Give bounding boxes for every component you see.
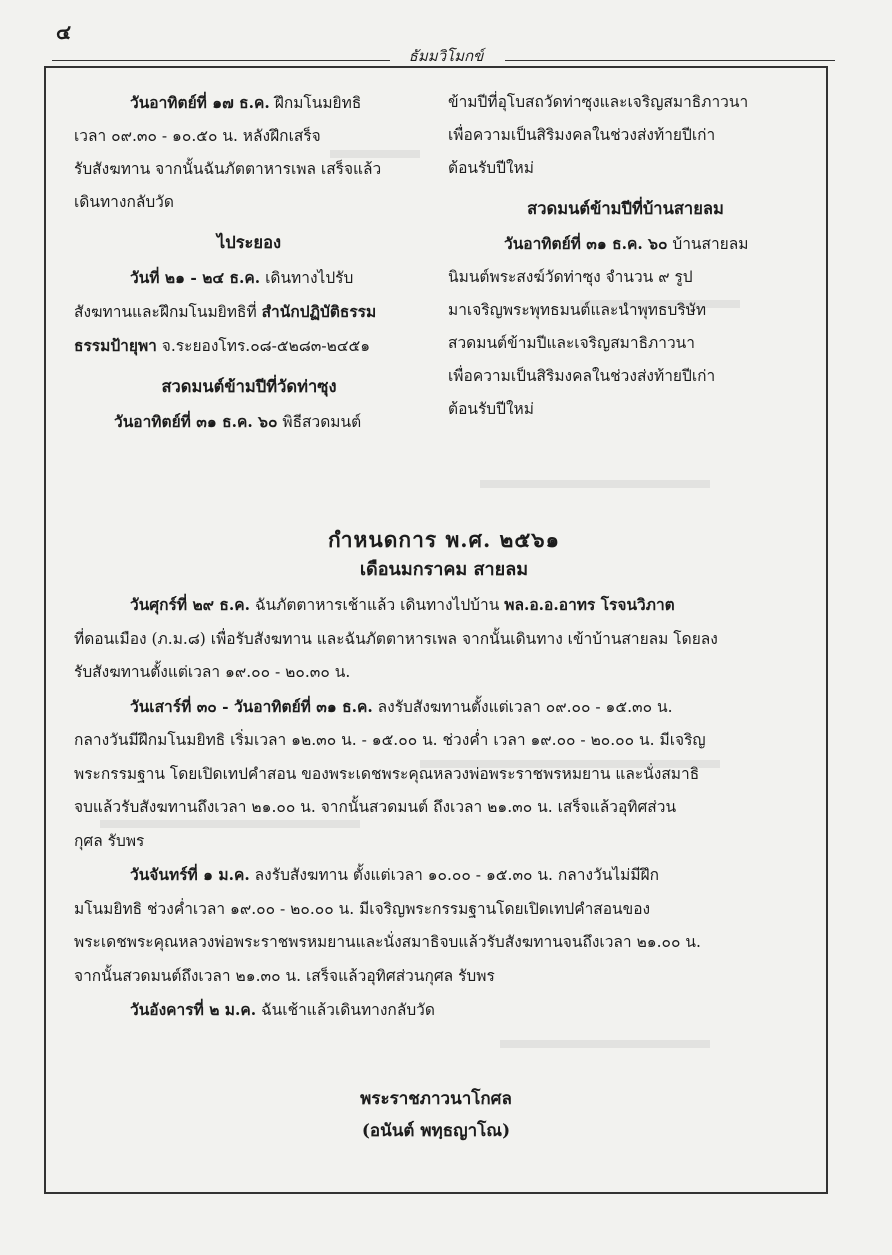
- signature-name: (อนันต์ พทฺธญาโณ): [361, 1121, 511, 1141]
- sunday17-line2: เวลา ๐๙.๓๐ - ๑๐.๕๐ น. หลังฝึกเสร็จ: [74, 127, 321, 145]
- tha-sung-line1: วันอาทิตย์ที่ ๓๑ ธ.ค. ๖๐ พิธีสวดมนต์: [114, 412, 362, 431]
- sailom-line1: วันอาทิตย์ที่ ๓๑ ธ.ค. ๖๐ บ้านสายลม: [504, 234, 749, 253]
- mon1-line1: วันจันทร์ที่ ๑ ม.ค. ลงรับสังฆทาน ตั้งแต่เวลา ๑๐.๐๐ - ๑๕.๓๐ น. กลางวันไม่มีฝึก: [130, 865, 660, 884]
- sailom-line3: มาเจริญพระพุทธมนต์และนำพุทธบริษัท: [448, 301, 707, 319]
- fri29-line1: วันศุกร์ที่ ๒๙ ธ.ค. ฉันภัตตาหารเช้าแล้ว เดินทางไปบ้าน พล.อ.อ.อาทร โรจนวิภาต: [130, 595, 675, 614]
- signature-title: พระราชภาวนาโกศล: [360, 1089, 512, 1109]
- schedule-section: [74, 524, 814, 1028]
- sailom-line4: สวดมนต์ข้ามปีและเจริญสมาธิภาวนา: [448, 334, 695, 352]
- right-cont-line3: ต้อนรับปีใหม่: [448, 159, 534, 177]
- mon1-line3: พระเดชพระคุณหลวงพ่อพระราชพรหมยานและนั่งสมาธิจบแล้วรับสังฆทานจนถึงเวลา ๒๑.๐๐ น.: [74, 933, 701, 951]
- sat30-line1: วันเสาร์ที่ ๓๐ - วันอาทิตย์ที่ ๓๑ ธ.ค. ลงรับสังฆทานตั้งแต่เวลา ๐๙.๐๐ - ๑๕.๓๐ น.: [130, 696, 673, 716]
- tue2-line1: วันอังคารที่ ๒ ม.ค. ฉันเช้าแล้วเดินทางกลับวัด: [130, 1000, 435, 1019]
- mon1-line2: มโนมยิทธิ ช่วงค่ำเวลา ๑๙.๐๐ - ๒๐.๐๐ น. มีเจริญพระกรรมฐานโดยเปิดเทปคำสอนของ: [74, 899, 651, 918]
- mon1-line4: จากนั้นสวดมนต์ถึงเวลา ๒๑.๓๐ น. เสร็จแล้วอุทิศส่วนกุศล รับพร: [74, 966, 495, 985]
- tha-sung-heading: สวดมนต์ข้ามปีที่วัดท่าซุง: [161, 377, 337, 396]
- right-column: [448, 86, 803, 426]
- signature-block: [0, 1083, 872, 1147]
- rayong-heading: ไประยอง: [216, 233, 282, 252]
- sailom-heading: สวดมนต์ข้ามปีที่บ้านสายลม: [527, 199, 724, 218]
- rayong-line3: ธรรมป้ายุพา จ.ระยองโทร.๐๘-๕๒๘๓-๒๔๕๑: [74, 336, 371, 355]
- sunday17-line1: วันอาทิตย์ที่ ๑๗ ธ.ค. ฝึกมโนมยิทธิ: [130, 93, 362, 112]
- schedule-title: กำหนดการ พ.ศ. ๒๕๖๑: [328, 527, 560, 552]
- schedule-subtitle: เดือนมกราคม สายลม: [359, 559, 529, 580]
- sailom-line6: ต้อนรับปีใหม่: [448, 400, 534, 418]
- left-column: [74, 86, 424, 439]
- sunday17-line3: รับสังฆทาน จากนั้นฉันภัตตาหารเพล เสร็จแล้ว: [74, 160, 382, 178]
- sat30-line5: กุศล รับพร: [74, 831, 145, 850]
- page-number: ๔: [56, 20, 72, 44]
- sat30-line2: กลางวันมีฝึกมโนมยิทธิ เริ่มเวลา ๑๒.๓๐ น. - ๑๕.๐๐ น. ช่วงค่ำ เวลา ๑๙.๐๐ - ๒๐.๐๐ น. มีเจริญ: [74, 731, 706, 749]
- fri29-line3: รับสังฆทานตั้งแต่เวลา ๑๙.๐๐ - ๒๐.๓๐ น.: [74, 663, 351, 681]
- sat30-line3: พระกรรมฐาน โดยเปิดเทปคำสอน ของพระเดชพระคุณหลวงพ่อพระราชพรหมยาน และนั่งสมาธิ: [74, 764, 700, 783]
- sunday17-line4: เดินทางกลับวัด: [74, 193, 174, 211]
- sat30-line4: จบแล้วรับสังฆทานถึงเวลา ๒๑.๐๐ น. จากนั้นสวดมนต์ ถึงเวลา ๒๑.๓๐ น. เสร็จแล้วอุทิศส่วน: [74, 798, 677, 816]
- rayong-line1: วันที่ ๒๑ - ๒๔ ธ.ค. เดินทางไปรับ: [130, 268, 354, 287]
- fri29-line2: ที่ดอนเมือง (ภ.ม.๘) เพื่อรับสังฆทาน และฉันภัตตาหารเพล จากนั้นเดินทาง เข้าบ้านสายลม โดยลง: [74, 629, 718, 648]
- header-rule-right: [505, 60, 835, 61]
- right-cont-line2: เพื่อความเป็นสิริมงคลในช่วงส่งท้ายปีเก่า: [448, 126, 716, 144]
- right-cont-line1: ข้ามปีที่อุโบสถวัดท่าซุงและเจริญสมาธิภาวนา: [448, 93, 749, 111]
- rayong-line2: สังฆทานและฝึกมโนมยิทธิที่ สำนักปฏิบัติธรรม: [74, 302, 377, 321]
- sailom-line2: นิมนต์พระสงฆ์วัดท่าซุง จำนวน ๙ รูป: [448, 268, 693, 286]
- running-head: ธัมมวิโมกข์: [408, 47, 484, 65]
- sailom-line5: เพื่อความเป็นสิริมงคลในช่วงส่งท้ายปีเก่า: [448, 367, 716, 385]
